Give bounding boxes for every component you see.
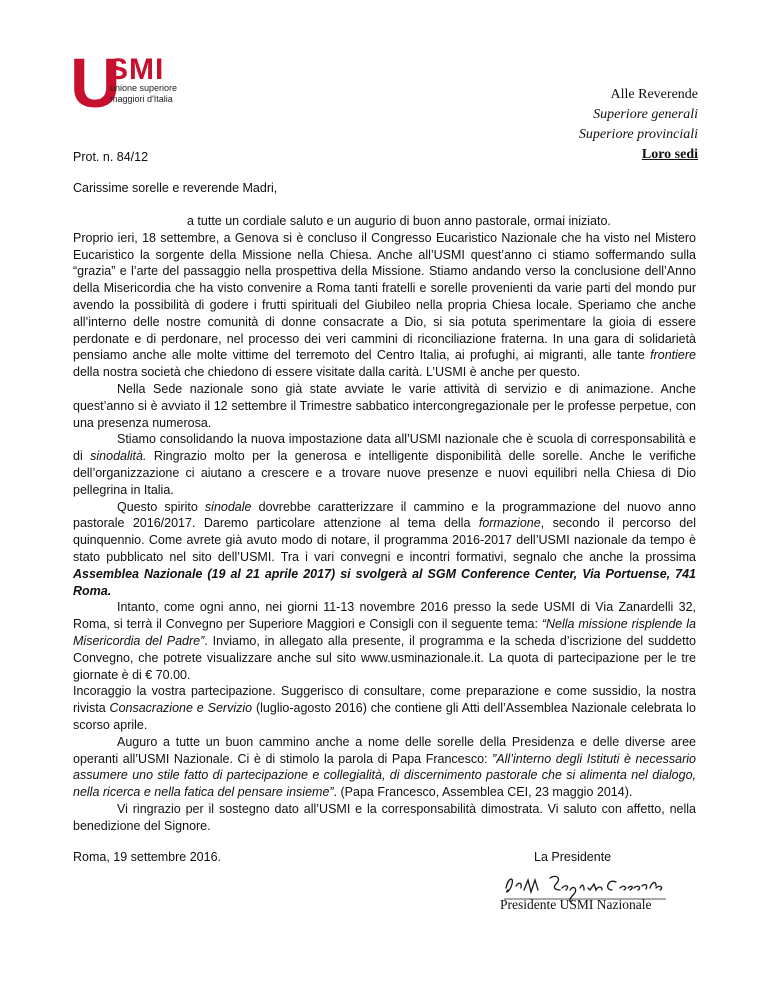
signatory-role: La Presidente [534,850,612,864]
logo-line2: maggiori d'Italia [110,94,173,104]
addressee-block [579,85,698,165]
paragraph-9: Vi ringrazio per il sostegno dato all’USMI e la corresponsabilità dimostrata. Vi saluto con affetto, nella benedizione del Signore. [73,801,696,833]
paragraph-7: Incoraggio la vostra partecipazione. Suggerisco di consultare, come preparazione e come sussidio, la nostra rivista Consacrazione e Servizio (luglio-agosto 2016) che contiene gli Atti dell’Assemblea Nazionale celebrata lo scorso aprile. [73,684,696,732]
addressee-line2: Superiore generali [593,107,698,122]
letter-date: Roma, 19 settembre 2016. [73,850,221,864]
addressee-line4: Loro sedi [641,147,698,162]
paragraph-8: Auguro a tutte un buon cammino anche a nome delle sorelle della Presidenza e delle diverse aree operanti all’USMI Nazionale. Ci è di stimolo la parola di Papa Francesco: ”All’interno degli Istituti è necessario assumere uno stile fatto di partecipazione e collegialità, di discernimento pastorale che si alimenta nel dialogo, nella ricerca e nella fatica del pensare insieme”. (Papa Francesco, Assemblea CEI, 23 maggio 2014). [73,734,696,800]
protocol-number: Prot. n. 84/12 [73,150,149,164]
paragraph-2: Proprio ieri, 18 settembre, a Genova si è concluso il Congresso Eucaristico Nazionale che ha visto nel Mistero Eucaristico la sorgente della Missione nella Chiesa. Anche all’USMI quest’anno ci stiamo soffermando sulla “grazia” e l’arte del passaggio nella prospettiva della Missione. Stiamo andando verso la conclusione dell’Anno della Misericordia che ha visto convenire a Roma tanti fratelli e sorelle provenienti da varie parti del mondo pur avendo la possibilità di godere i frutti spirituali del Giubileo nella propria Chiesa locale. Speriamo che anche all’interno delle nostre comunità di donne consacrate a Dio, si sia potuta sperimentare la gioia di essere perdonate e di perdonare, nel processo dei veri cammini di riconciliazione fraterna. In una gara di solidarietà pensiamo anche alle molte vittime del terremoto del Centro Italia, ai profughi, ai migranti, alle tante frontiere della nostra società che chiedono di essere visitate dalla carità. L’USMI è anche per questo. [73,230,696,380]
paragraph-3: Nella Sede nazionale sono già state avviate le varie attività di servizio e di animazione. Anche quest’anno si è avviato il 12 settembre il Trimestre sabbatico intercongregazionale per le professe perpetue, con una presenza numerosa. [73,381,696,430]
paragraph-4: Stiamo consolidando la nuova impostazione data all’USMI nazionale che è scuola di corresponsabilità e di sinodalità. Ringrazio molto per la generosa e intelligente disponibilità delle sorelle. Anche le verifiche dell’organizzazione ci aiutano a crescere e a trovare nuove presenze e nuovi equilibri nella Chiesa di Dio pellegrina in Italia. [73,432,696,497]
letter-body [73,213,696,834]
greeting: Carissime sorelle e reverende Madri, [73,181,278,195]
paragraph-6: Intanto, come ogni anno, nei giorni 11-13 novembre 2016 presso la sede USMI di Via Zanardelli 32, Roma, si terrà il Convegno per Superiore Maggiori e Consigli con il seguente tema: “Nella missione risplende la Misericordia del Padre”. Inviamo, in allegato alla presente, il programma e la scheda d’iscrizione del suddetto Convegno, che potrete visualizzare anche sul sito www.usminazionale.it. La quota di partecipazione per le tre giornate è di € 70.00. [73,600,697,682]
paragraph-5: Questo spirito sinodale dovrebbe caratterizzare il cammino e la programmazione del nuovo anno pastorale 2016/2017. Daremo particolare attenzione al tema della formazione, secondo il percorso del quinquennio. Come avrete già avuto modo di notare, il programma 2016-2017 dell’USMI nazionale da tempo è stato pubblicato nel sito dell’USMI. Tra i vari convegni e incontri formativi, segnalo che anche la prossima Assemblea Nazionale (19 al 21 aprile 2017) si svolgerà al SGM Conference Center, Via Portuense, 741 Roma. [73,499,696,598]
addressee-line3: Superiore provinciali [578,127,698,142]
logo-letter-u: U [70,47,121,113]
addressee-line1: Alle Reverende [610,87,698,102]
paragraph-1: a tutte un cordiale saluto e un augurio di buon anno pastorale, ormai iniziato. [187,214,611,228]
logo-line1: unione superiore [110,83,178,93]
logo-acronym: SMI [108,53,165,86]
signature-caption: Presidente USMI Nazionale [500,897,652,912]
usmi-logo [70,47,188,113]
